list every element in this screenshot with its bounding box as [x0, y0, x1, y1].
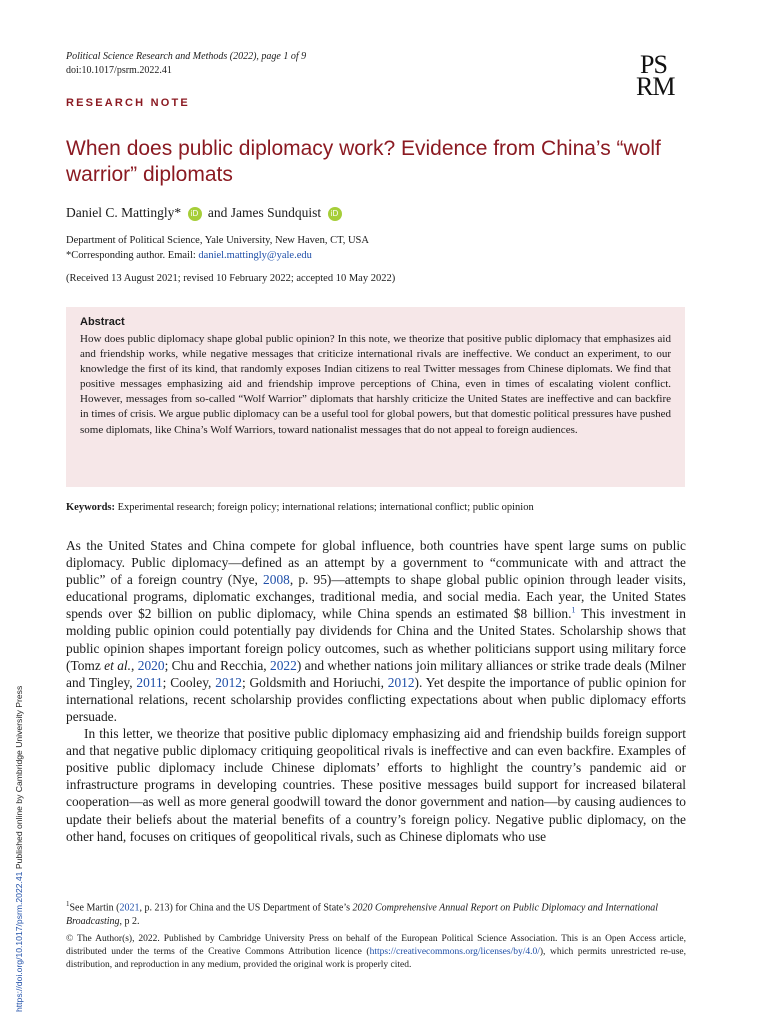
abstract-text: How does public diplomacy shape global public opinion? In this note, we theorize that positive public diplomacy that emphasizes aid and friendship works, while negative messages that criticize international rivals are ineffective. We conduct an experiment, to our knowledge the first of its kind, that randomly exposes Indian citizens to real Twitter messages from Chinese diplomats. We find that positive messages emphasizing aid and friendship improve perceptions of China, even in times of escalating violent conflict. However, messages from so-called “Wolf Warrior” diplomats that harshly criticize the United States are ineffective and can backfire in times of crisis. We argue public diplomacy can be a useful tool for global powers, but that domestic political pressures have pushed some diplomats, like China’s Wolf Warriors, toward nationalist messages that do not appeal to foreign audiences.	[80, 333, 671, 436]
sidebar-doi-notice	[14, 686, 24, 1012]
citation-link[interactable]: 2012	[387, 674, 415, 690]
text-run: , p 2.	[119, 916, 140, 928]
report-title: 2020 Comprehensive Annual Report on Public Diplomacy and International Broadcasting	[66, 902, 659, 928]
article-type-label: RESEARCH NOTE	[66, 97, 190, 109]
affiliation-block	[66, 233, 369, 263]
corresponding-prefix: *Corresponding author. Email:	[66, 250, 199, 261]
journal-header	[66, 50, 306, 78]
paragraph	[66, 537, 686, 725]
author-list	[66, 205, 345, 221]
paragraph: In this letter, we theorize that positive public diplomacy emphasizing aid and friendship builds foreign support and that negative public diplomacy critiquing geopolitical rivals is ineffective and can even backfire. Examples of positive public diplomacy include Chinese diplomats’ efforts to highlight the country’s pandemic aid or infrastructure programs in developing countries. These positive messages build support for increased bilateral cooperation—as well as more general goodwill toward the donor government and nation—by causing audiences to update their beliefs about the material benefits of a country’s foreign policy. Negative public diplomacy, on the other hand, focuses on critiques of geopolitical rivals, such as Chinese diplomats who use	[66, 726, 686, 844]
journal-citation: Political Science Research and Methods (2022), page 1 of 9	[66, 51, 307, 62]
citation-link[interactable]: 2022	[270, 657, 297, 673]
corresponding-author	[66, 248, 369, 263]
license-link[interactable]: https://creativecommons.org/licenses/by/4.0/	[369, 947, 540, 957]
author-joiner: and	[207, 205, 228, 220]
abstract-box	[66, 307, 685, 487]
citation-link[interactable]: 2021	[119, 902, 140, 914]
footnote-ref[interactable]: 1	[571, 605, 576, 615]
footnote-number: 1	[66, 900, 70, 908]
text-run: ,	[131, 657, 138, 673]
citation-link[interactable]: 2011	[136, 674, 163, 690]
text-run: et al.	[104, 657, 132, 673]
received-dates: (Received 13 August 2021; revised 10 February 2022; accepted 10 May 2022)	[66, 273, 396, 284]
text-run: ; Cooley,	[162, 674, 216, 690]
article-title: When does public diplomacy work? Evidence from China’s “wolf warrior” diplomats	[66, 137, 661, 186]
sidebar-doi-link[interactable]: https://doi.org/10.1017/psrm.2022.41	[14, 871, 24, 1012]
text-run: ). Yet despite the importance of public opinion for international relations, recent scholarship provides conflicting expectations about when public diplomacy efforts persuade.	[66, 674, 687, 724]
body-text	[66, 537, 686, 845]
sidebar-published-text: Published online by Cambridge University Press	[14, 685, 24, 872]
author-name: Daniel C. Mattingly*	[66, 205, 182, 220]
copyright-notice	[66, 933, 686, 972]
journal-doi: doi:10.1017/psrm.2022.41	[66, 65, 172, 76]
affiliation: Department of Political Science, Yale University, New Haven, CT, USA	[66, 235, 369, 246]
footnote	[66, 897, 686, 929]
keywords-text: Experimental research; foreign policy; international relations; international conflict; public opinion	[117, 502, 534, 513]
psrm-logo	[636, 50, 692, 102]
text-run: , p. 213) for China and the US Department of State’s	[139, 902, 353, 914]
text-run: See Martin (	[69, 902, 120, 914]
text-run: , p. 95)—attempts to shape global public opinion through leader visits, educational programs, diplomatic exchanges, traditional media, and social media. Each year, the United States spends over $2 billion on public diplomacy, while China spends an estimated $8 billion.	[66, 572, 686, 622]
orcid-icon[interactable]: iD	[188, 207, 202, 221]
logo-line-1: PS	[640, 50, 667, 79]
author-name: James Sundquist	[230, 205, 322, 220]
citation-link[interactable]: 2020	[137, 657, 165, 673]
text-run: ; Chu and Recchia,	[164, 657, 271, 673]
abstract-heading: Abstract	[80, 316, 125, 328]
text-run: ), which permits unrestricted re-use, distribution, and reproduction in any medium, provided the original work is properly cited.	[66, 947, 686, 970]
logo-line-2: RM	[636, 72, 675, 101]
citation-link[interactable]: 2012	[215, 674, 242, 690]
orcid-icon[interactable]: iD	[328, 207, 342, 221]
text-run: ) and whether nations join military alliances or strike trade deals (Milner and Tingley,	[66, 657, 687, 690]
text-run: ; Goldsmith and Horiuchi,	[241, 674, 388, 690]
text-run: As the United States and China compete for global influence, both countries have spent large sums on public diplomacy. Public diplomacy—defined as an attempt by a government to “communicate with and attract the public” of a foreign country (Nye,	[66, 538, 686, 588]
keywords	[66, 502, 686, 513]
keywords-label: Keywords:	[66, 502, 115, 513]
text-run: © The Author(s), 2022. Published by Cambridge University Press on behalf of the European Political Science Association. This is an Open Access article, distributed under the terms of the Creative Commons Attribution licence (	[66, 934, 686, 957]
citation-link[interactable]: 2008	[263, 572, 290, 588]
text-run: This investment in molding public opinion could potentially pay dividends for China and the United States. Scholarship shows that public opinion shapes important foreign policy outcomes, such as whether politicians support using military force (Tomz	[66, 606, 686, 673]
email-link[interactable]: daniel.mattingly@yale.edu	[198, 250, 312, 261]
